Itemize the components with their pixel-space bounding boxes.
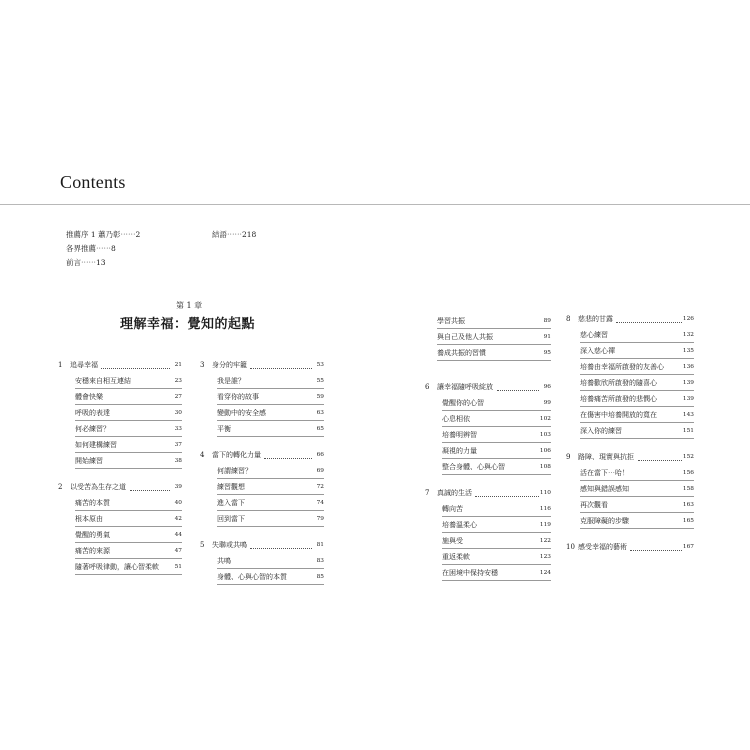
toc-entry	[425, 501, 551, 517]
toc-entry-page: 119	[539, 522, 551, 528]
part-title: 理解幸福：覺知的起點	[120, 317, 256, 332]
toc-entry-title: 練習觀想	[217, 483, 245, 491]
toc-entry-title: 學習共振	[437, 317, 465, 325]
toc-entry-page: 30	[174, 410, 182, 416]
toc-chapter-number: 9	[566, 453, 571, 461]
toc-entry-page: 79	[316, 516, 324, 522]
toc-entry-title: 培養由幸福所啟發的友善心	[580, 363, 664, 371]
toc-column-3	[425, 313, 551, 581]
toc-spacer	[566, 529, 694, 539]
toc-column-1	[58, 357, 182, 575]
toc-entry-title: 再次觀看	[580, 501, 608, 509]
toc-entry-title: 克服障礙的步驟	[580, 517, 629, 525]
toc-chapter-number: 1	[58, 361, 63, 369]
toc-entry-title: 養成共振的習慣	[437, 349, 486, 357]
toc-chapter-page: 66	[316, 452, 324, 458]
toc-entry-title: 在困境中保持安穩	[442, 569, 498, 577]
toc-entry-page: 89	[543, 318, 551, 324]
toc-entry-rule	[580, 528, 694, 529]
toc-chapter-title: 讓幸福隨呼吸綻放	[437, 379, 495, 395]
toc-chapter-number: 8	[566, 315, 571, 323]
toc-spacer	[425, 361, 551, 379]
toc-spacer	[200, 527, 324, 537]
toc-entry-title: 變動中的安全感	[217, 409, 266, 417]
toc-entry	[58, 559, 182, 575]
toc-entry	[425, 345, 551, 361]
toc-entry	[200, 495, 324, 511]
toc-entry	[566, 327, 694, 343]
toc-chapter-page: 21	[174, 362, 182, 368]
toc-chapter-title: 當下的轉化力量	[212, 447, 263, 463]
toc-entry	[425, 549, 551, 565]
toc-entry-page: 95	[543, 350, 551, 356]
toc-entry	[58, 453, 182, 469]
toc-entry-page: 40	[174, 500, 182, 506]
toc-entry-page: 158	[682, 486, 694, 492]
toc-entry-page: 116	[539, 506, 551, 512]
title-divider	[0, 204, 750, 205]
toc-entry	[200, 421, 324, 437]
front-matter-epilogue: 結語⋯⋯218	[212, 230, 257, 239]
toc-entry-title: 如何建構練習	[75, 441, 117, 449]
toc-spacer	[566, 439, 694, 449]
toc-chapter-number: 7	[425, 489, 430, 497]
toc-entry-page: 65	[316, 426, 324, 432]
toc-entry-page: 123	[539, 554, 551, 560]
toc-entry-page: 85	[316, 574, 324, 580]
toc-entry-page: 33	[174, 426, 182, 432]
toc-entry	[58, 511, 182, 527]
toc-spacer	[58, 469, 182, 479]
toc-entry-page: 74	[316, 500, 324, 506]
toc-entry	[58, 543, 182, 559]
front-matter-item: 前言⋯⋯13	[66, 258, 106, 267]
toc-column-4	[566, 311, 694, 555]
toc-entry	[566, 391, 694, 407]
toc-spacer	[425, 475, 551, 485]
toc-entry-page: 106	[539, 448, 551, 454]
toc-entry-rule	[437, 360, 551, 361]
toc-entry-page: 132	[682, 332, 694, 338]
toc-entry-title: 培養溫柔心	[442, 521, 477, 529]
toc-entry-title: 隨著呼吸律動，讓心智柔軟	[75, 563, 159, 571]
toc-entry-page: 163	[682, 502, 694, 508]
toc-entry	[58, 373, 182, 389]
toc-entry	[566, 343, 694, 359]
toc-entry-title: 呼吸的表達	[75, 409, 110, 417]
toc-chapter-title: 身分的牢籠	[212, 357, 249, 373]
toc-entry-title: 覺醒你的心智	[442, 399, 484, 407]
toc-entry-rule	[217, 526, 324, 527]
toc-entry	[566, 465, 694, 481]
toc-chapter-number: 10	[566, 543, 575, 551]
toc-entry-rule	[442, 580, 551, 581]
front-matter-list	[66, 228, 140, 270]
toc-entry	[58, 421, 182, 437]
toc-leader-dots	[250, 368, 312, 369]
toc-entry	[425, 533, 551, 549]
toc-entry-title: 與自己及他人共振	[437, 333, 493, 341]
toc-chapter-page: 96	[543, 384, 551, 390]
toc-entry-title: 深入慈心禪	[580, 347, 615, 355]
toc-entry-page: 51	[174, 564, 182, 570]
toc-chapter-title: 感受幸福的藝術	[578, 539, 629, 555]
toc-leader-dots	[130, 490, 170, 491]
toc-entry-title: 何必練習？	[75, 425, 110, 433]
toc-entry	[566, 423, 694, 439]
toc-entry-title: 施與受	[442, 537, 463, 545]
toc-entry-page: 143	[682, 412, 694, 418]
toc-entry-title: 共鳴	[217, 557, 231, 565]
toc-entry	[566, 513, 694, 529]
toc-chapter-page: 167	[682, 544, 694, 550]
toc-entry-title: 轉向苦	[442, 505, 463, 513]
toc-chapter-number: 4	[200, 451, 205, 459]
toc-entry-page: 151	[682, 428, 694, 434]
toc-chapter-number: 3	[200, 361, 205, 369]
toc-entry	[566, 407, 694, 423]
toc-entry	[200, 511, 324, 527]
toc-entry-page: 44	[174, 532, 182, 538]
toc-entry-title: 深入你的練習	[580, 427, 622, 435]
toc-entry-page: 27	[174, 394, 182, 400]
toc-entry-page: 136	[682, 364, 694, 370]
toc-chapter-title: 失聯或共鳴	[212, 537, 249, 553]
toc-entry	[425, 459, 551, 475]
toc-chapter-page: 81	[316, 542, 324, 548]
toc-chapter-page: 39	[174, 484, 182, 490]
page-title: Contents	[60, 172, 126, 192]
toc-entry-rule	[217, 584, 324, 585]
toc-entry	[200, 389, 324, 405]
toc-entry-page: 99	[543, 400, 551, 406]
toc-chapter	[566, 539, 694, 555]
toc-entry-page: 135	[682, 348, 694, 354]
toc-entry-rule	[75, 468, 182, 469]
toc-entry	[425, 517, 551, 533]
toc-chapter	[566, 449, 694, 465]
toc-entry-page: 139	[682, 396, 694, 402]
toc-entry	[200, 553, 324, 569]
toc-entry	[425, 313, 551, 329]
toc-leader-dots	[638, 460, 682, 461]
toc-entry-page: 23	[174, 378, 182, 384]
toc-entry	[566, 359, 694, 375]
toc-entry	[566, 497, 694, 513]
front-matter-item: 各界推薦⋯⋯8	[66, 244, 116, 253]
toc-entry-title: 平衡	[217, 425, 231, 433]
toc-entry	[200, 569, 324, 585]
toc-entry-page: 83	[316, 558, 324, 564]
toc-entry-title: 開始練習	[75, 457, 103, 465]
toc-leader-dots	[250, 548, 312, 549]
toc-entry-title: 感知與錯誤感知	[580, 485, 629, 493]
toc-entry-page: 156	[682, 470, 694, 476]
toc-chapter-title: 追尋幸福	[70, 357, 100, 373]
toc-chapter-number: 2	[58, 483, 63, 491]
toc-leader-dots	[475, 496, 539, 497]
toc-entry	[58, 405, 182, 421]
toc-entry	[425, 411, 551, 427]
toc-entry-title: 我是誰？	[217, 377, 245, 385]
toc-entry-page: 38	[174, 458, 182, 464]
toc-entry	[200, 463, 324, 479]
toc-entry-page: 165	[682, 518, 694, 524]
toc-entry-rule	[217, 436, 324, 437]
front-matter-item: 推薦序 1 蕭乃彰⋯⋯2	[66, 230, 141, 239]
toc-entry	[566, 375, 694, 391]
toc-entry-title: 培養歡欣所啟發的隨喜心	[580, 379, 657, 387]
toc-entry-page: 139	[682, 380, 694, 386]
toc-entry-page: 42	[174, 516, 182, 522]
toc-entry	[200, 405, 324, 421]
toc-chapter-title: 路障、現實與抗拒	[578, 449, 636, 465]
toc-chapter-page: 110	[539, 490, 551, 496]
toc-chapter	[425, 379, 551, 395]
toc-entry-title: 在傷害中培養開放的寬在	[580, 411, 657, 419]
toc-entry-page: 55	[316, 378, 324, 384]
toc-chapter-title: 以受苦為生存之道	[70, 479, 128, 495]
toc-entry-title: 慈心練習	[580, 331, 608, 339]
toc-column-2	[200, 357, 324, 585]
toc-entry-page: 103	[539, 432, 551, 438]
toc-entry-title: 進入當下	[217, 499, 245, 507]
toc-entry-page: 108	[539, 464, 551, 470]
toc-entry-page: 102	[539, 416, 551, 422]
toc-chapter	[58, 357, 182, 373]
toc-spacer	[200, 437, 324, 447]
toc-chapter	[200, 447, 324, 463]
toc-entry-title: 培養明辨智	[442, 431, 477, 439]
toc-chapter	[200, 357, 324, 373]
toc-entry-title: 凝視的力量	[442, 447, 477, 455]
toc-entry-title: 覺醒的勇氣	[75, 531, 110, 539]
part-label: 第 1 章	[176, 301, 203, 310]
toc-entry	[58, 437, 182, 453]
toc-entry-rule	[442, 474, 551, 475]
toc-chapter	[200, 537, 324, 553]
toc-chapter-title: 慈悲的甘露	[578, 311, 615, 327]
toc-entry-page: 122	[539, 538, 551, 544]
toc-chapter-title: 真誠的生活	[437, 485, 474, 501]
toc-entry-title: 看穿你的故事	[217, 393, 259, 401]
toc-entry	[425, 395, 551, 411]
toc-entry-page: 91	[543, 334, 551, 340]
toc-entry-page: 37	[174, 442, 182, 448]
toc-entry-title: 何謂練習？	[217, 467, 252, 475]
toc-entry-title: 心息相依	[442, 415, 470, 423]
toc-entry	[566, 481, 694, 497]
toc-entry-page: 124	[539, 570, 551, 576]
toc-entry-title: 整合身體、心與心智	[442, 463, 505, 471]
toc-entry-page: 63	[316, 410, 324, 416]
toc-entry-page: 69	[316, 468, 324, 474]
toc-entry-title: 活在當下⋯哈！	[580, 469, 629, 477]
toc-entry-rule	[75, 574, 182, 575]
toc-entry-title: 痛苦的來源	[75, 547, 110, 555]
toc-leader-dots	[264, 458, 312, 459]
toc-entry-title: 安穩來自相互連結	[75, 377, 131, 385]
toc-entry	[200, 479, 324, 495]
toc-entry	[425, 329, 551, 345]
toc-entry-title: 體會快樂	[75, 393, 103, 401]
toc-chapter-page: 152	[682, 454, 694, 460]
toc-chapter-page: 126	[682, 316, 694, 322]
toc-entry-page: 72	[316, 484, 324, 490]
toc-leader-dots	[616, 322, 682, 323]
toc-entry-title: 身體、心與心智的本質	[217, 573, 287, 581]
toc-chapter	[566, 311, 694, 327]
toc-entry-title: 培養痛苦所啟發的悲憫心	[580, 395, 657, 403]
toc-entry-title: 痛苦的本質	[75, 499, 110, 507]
toc-entry	[200, 373, 324, 389]
toc-leader-dots	[630, 550, 682, 551]
toc-leader-dots	[101, 368, 170, 369]
toc-entry-title: 回到當下	[217, 515, 245, 523]
toc-entry-title: 根本原由	[75, 515, 103, 523]
toc-chapter-page: 53	[316, 362, 324, 368]
toc-entry-title: 重返柔軟	[442, 553, 470, 561]
toc-entry-page: 47	[174, 548, 182, 554]
toc-entry-rule	[580, 438, 694, 439]
toc-chapter-number: 5	[200, 541, 205, 549]
toc-entry	[425, 427, 551, 443]
toc-chapter-number: 6	[425, 383, 430, 391]
toc-entry	[58, 527, 182, 543]
toc-chapter	[425, 485, 551, 501]
toc-entry	[58, 389, 182, 405]
toc-entry	[425, 443, 551, 459]
toc-entry-page: 59	[316, 394, 324, 400]
toc-chapter	[58, 479, 182, 495]
toc-leader-dots	[497, 390, 539, 391]
toc-entry	[58, 495, 182, 511]
toc-entry	[425, 565, 551, 581]
